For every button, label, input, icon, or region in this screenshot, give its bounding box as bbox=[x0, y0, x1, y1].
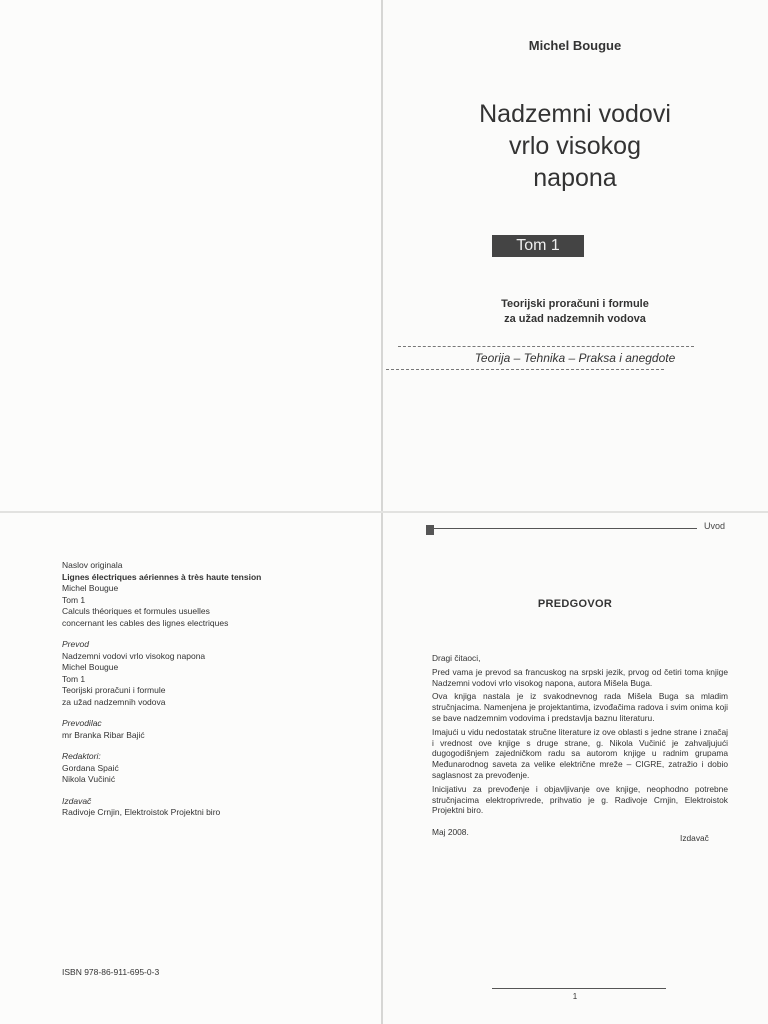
blank-page bbox=[0, 0, 382, 512]
imprint-block bbox=[62, 560, 362, 819]
page-number: 1 bbox=[572, 992, 578, 1001]
editor-name: Nikola Vučinić bbox=[62, 774, 116, 784]
dashed-rule-bottom bbox=[386, 369, 664, 370]
author-name: Michel Bougue bbox=[528, 38, 622, 53]
preface-paragraph: Inicijativu za prevođenje i objavljivanje ove knjige, neophodno potrebne stručnjacima elektroprivrede, prihvatio je g. Radivoje Crnjin, Elektroistok Projektni biro. bbox=[432, 783, 728, 816]
footer-rule bbox=[492, 988, 666, 989]
preface-body bbox=[432, 653, 728, 841]
editors-label: Redaktori: bbox=[62, 751, 101, 761]
preface-paragraph: Pred vama je prevod sa francuskog na srpski jezik, prvog od četiri toma knjige Nadzemni vodovi vrlo visokog napona, autora Mišela Buga. bbox=[432, 666, 728, 688]
preface-signature: Izdavač bbox=[680, 833, 709, 843]
original-volume: Tom 1 bbox=[62, 594, 86, 605]
title-page-content bbox=[382, 0, 768, 512]
publisher-label: Izdavač bbox=[62, 795, 92, 806]
section-label: Uvod bbox=[704, 521, 726, 531]
translation-label: Prevod bbox=[62, 639, 89, 649]
preface-date: Maj 2008. bbox=[432, 827, 469, 838]
title-line: Nadzemni vodovi bbox=[479, 100, 671, 128]
publisher-name: Radivoje Crnjin, Elektroistok Projektni biro bbox=[62, 807, 221, 817]
translation-title: Nadzemni vodovi vrlo visokog napona bbox=[62, 650, 206, 661]
translation-subtitle-line: za užad nadzemnih vodova bbox=[62, 696, 166, 707]
editor-name: Gordana Spaić bbox=[62, 762, 119, 773]
subtitle-line: Teorijski proračuni i formule bbox=[501, 298, 649, 310]
preface-page-content bbox=[382, 512, 768, 1024]
book-subtitle bbox=[382, 297, 768, 327]
translator-label: Prevodilac bbox=[62, 718, 102, 728]
original-author: Michel Bougue bbox=[62, 583, 119, 593]
title-line: vrlo visokog bbox=[509, 132, 641, 160]
greeting: Dragi čitaoci, bbox=[432, 653, 481, 663]
translation-author: Michel Bougue bbox=[62, 662, 119, 672]
translation-volume: Tom 1 bbox=[62, 673, 86, 684]
isbn: ISBN 978-86-911-695-0-3 bbox=[62, 967, 160, 977]
original-subtitle-line: Calculs théoriques et formules usuelles bbox=[62, 606, 210, 616]
subtitle-line: za užad nadzemnih vodova bbox=[504, 313, 646, 325]
dashed-rule-top bbox=[398, 346, 694, 347]
translation-subtitle-line: Teorijski proračuni i formule bbox=[62, 685, 166, 695]
title-line: napona bbox=[533, 164, 617, 192]
original-title: Lignes électriques aériennes à très haute tension bbox=[62, 571, 262, 582]
preface-paragraph: Ova knjiga nastala je iz svakodnevnog rada Mišela Buga sa mladim stručnjacima. Namenjena je projektantima, izvođačima radova i svim onima koji se bave nadzemnim vodovima i predstavlja baznu literaturu. bbox=[432, 691, 728, 723]
preface-heading: PREDGOVOR bbox=[537, 598, 613, 610]
header-marker bbox=[426, 525, 434, 535]
translator-name: mr Branka Ribar Bajić bbox=[62, 729, 145, 740]
preface-paragraph: Imajući u vidu nedostatak stručne literature iz ove oblasti s jedne strane i značaj i vrednost ove knjige s druge strane, g. Nikola Vučinić je zahvaljujući dugogodišnjem zajedničkom radu sa autorom knjige u radnim grupama Međunarodnog saveta za velike električne mreže – CIGRE, zatražio i dobio saglasnost za prevođenje. bbox=[432, 726, 728, 780]
book-title bbox=[382, 98, 768, 194]
original-subtitle-line: concernant les cables des lignes electriques bbox=[62, 617, 229, 628]
volume-badge: Tom 1 bbox=[492, 235, 584, 257]
header-rule bbox=[427, 528, 697, 529]
original-label: Naslov originala bbox=[62, 560, 123, 570]
series-line: Teorija – Tehnika – Praksa i anegdote bbox=[474, 351, 676, 365]
